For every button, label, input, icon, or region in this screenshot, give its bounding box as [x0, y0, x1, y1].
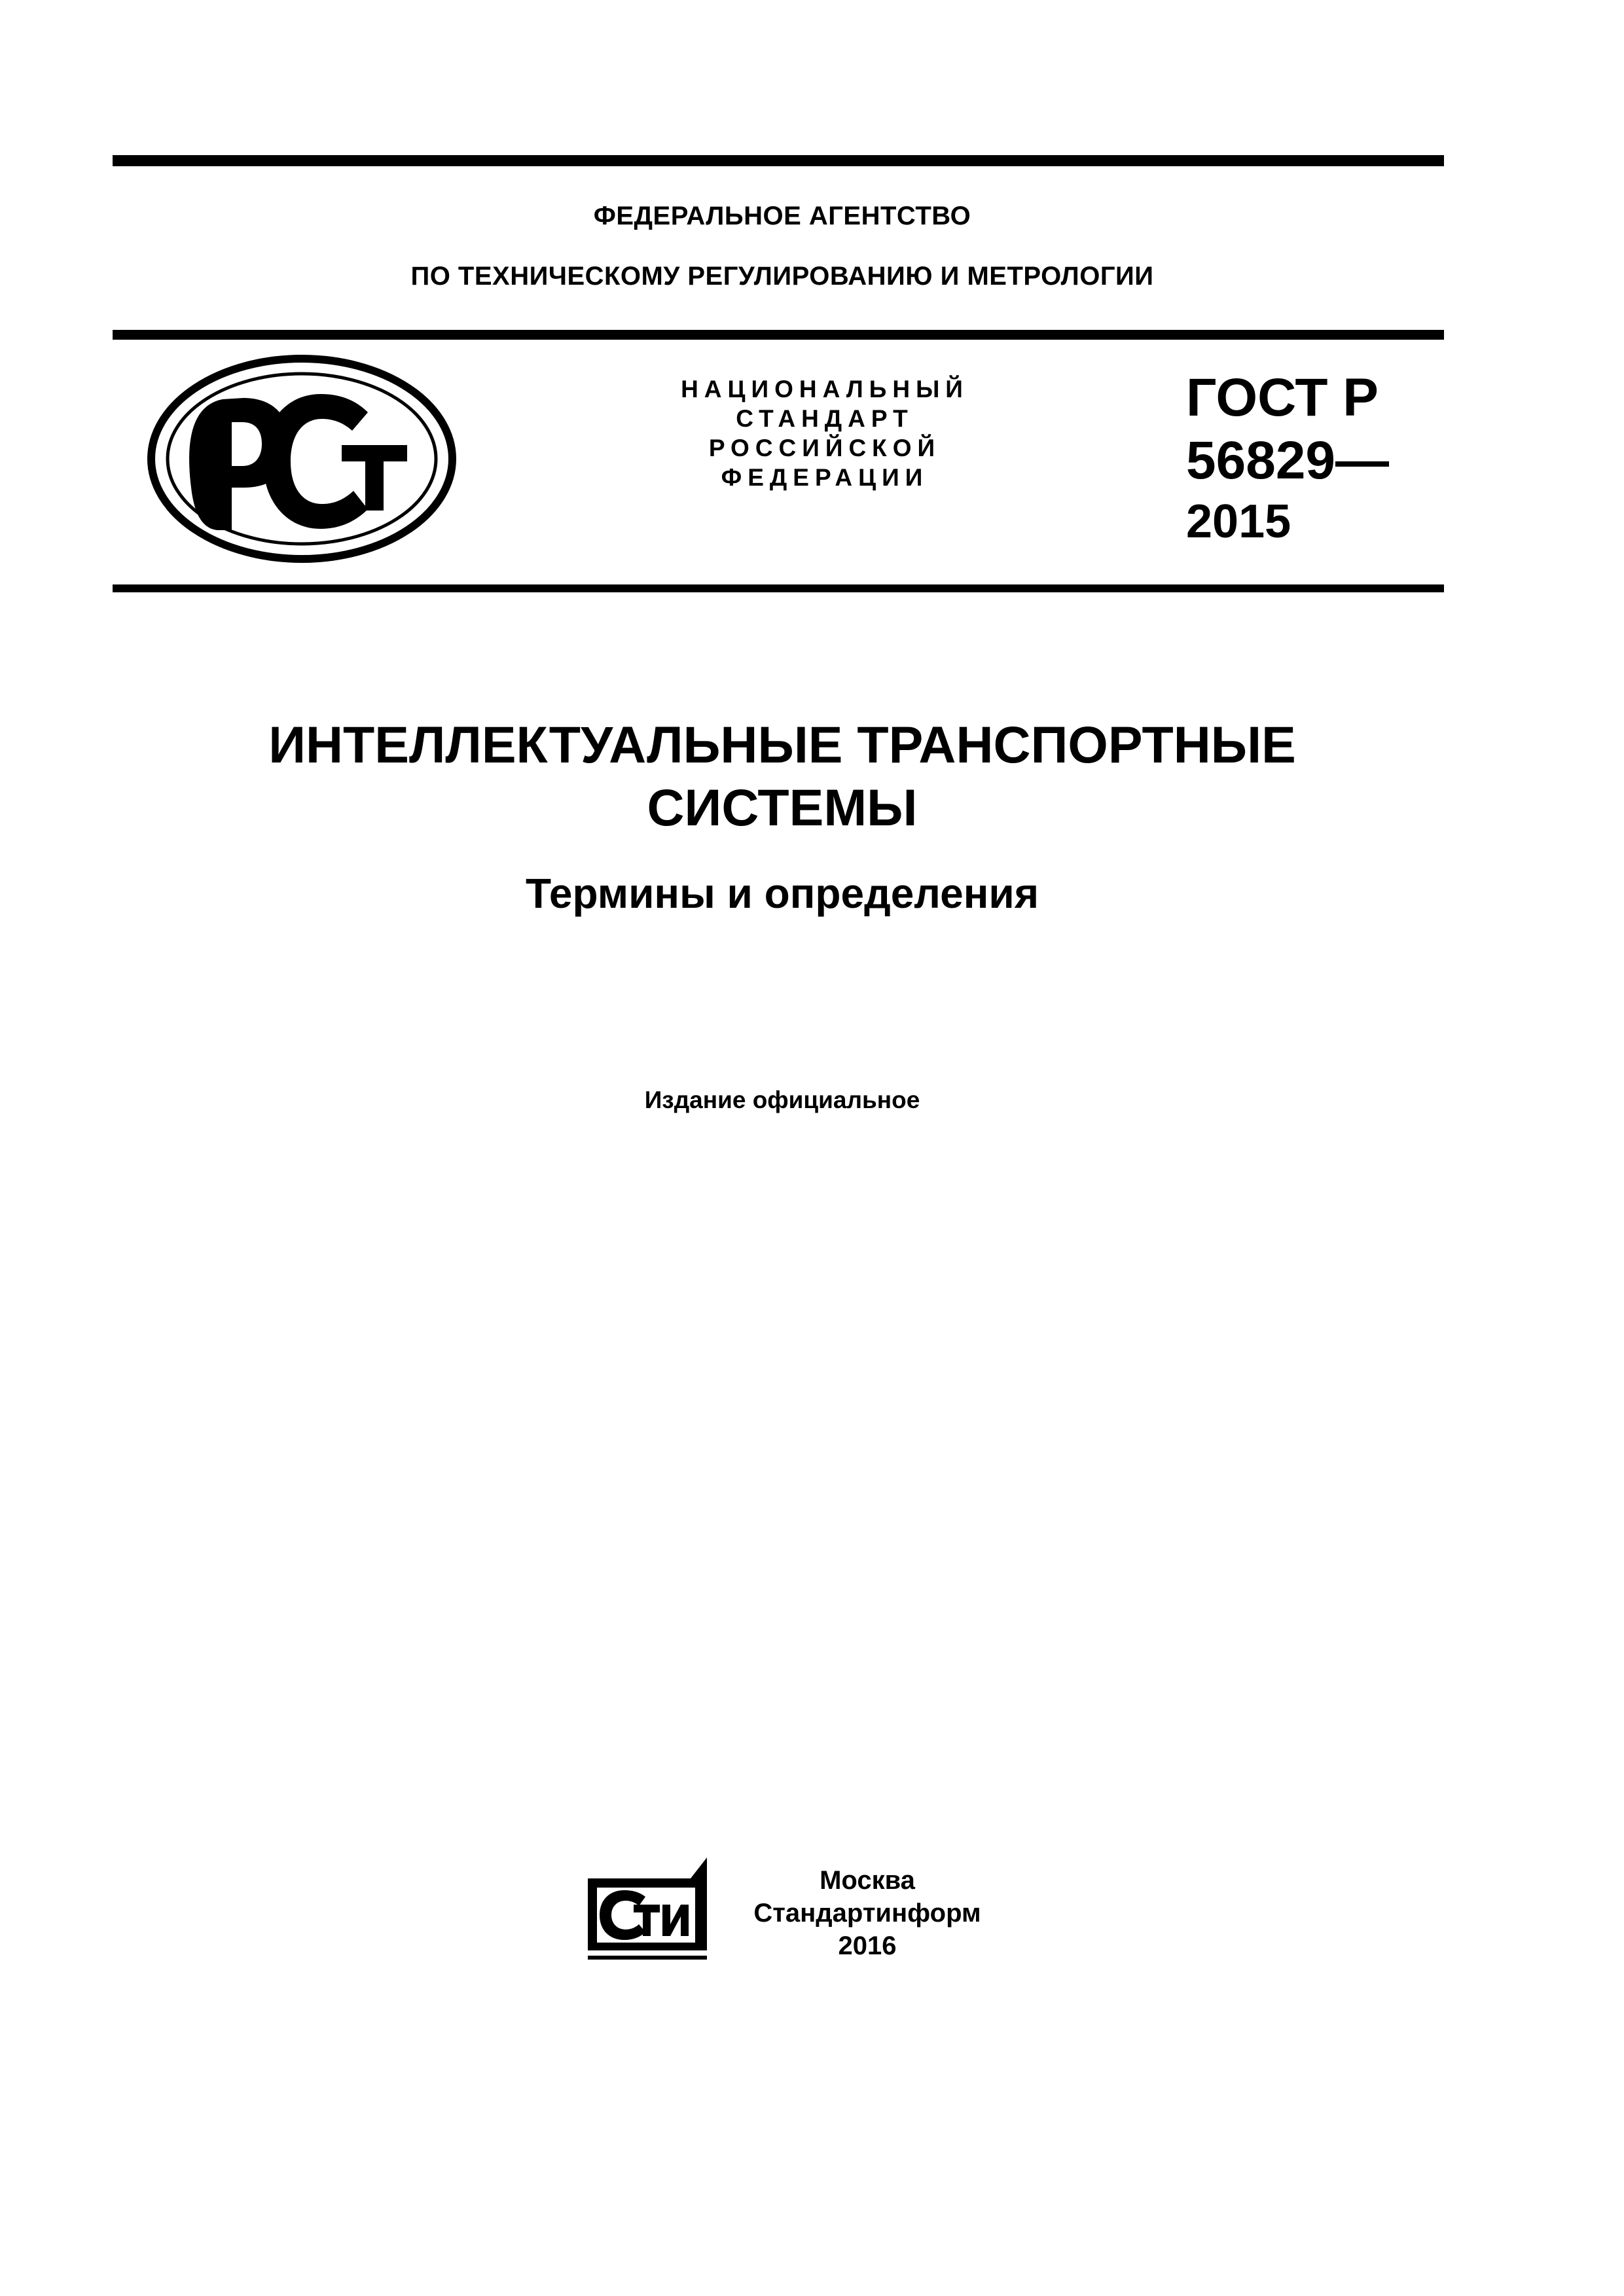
- edition-label: Издание официальное: [644, 1086, 920, 1113]
- document-title: [92, 713, 1473, 839]
- imprint-publisher: Стандартинформ: [753, 1899, 981, 1928]
- document-title-line-1: ИНТЕЛЛЕКТУАЛЬНЫЕ ТРАНСПОРТНЫЕ: [268, 715, 1296, 774]
- agency-name-line-1: ФЕДЕРАЛЬНОЕ АГЕНТСТВО: [593, 202, 971, 230]
- header-top-rule: [113, 330, 1444, 340]
- imprint-city: Москва: [820, 1866, 915, 1895]
- document-subtitle: Термины и определения: [525, 870, 1039, 917]
- agency-name-line-2: ПО ТЕХНИЧЕСКОМУ РЕГУЛИРОВАНИЮ И МЕТРОЛОГИИ: [410, 262, 1154, 291]
- gost-number: 56829—: [1186, 431, 1390, 490]
- standartinform-logo-icon: [583, 1852, 713, 1970]
- national-standard-label: [661, 374, 988, 492]
- imprint-year: 2016: [838, 1931, 897, 1960]
- gost-designation: [1186, 367, 1389, 551]
- header-bottom-rule: [113, 584, 1444, 592]
- sti-logo-underline: [588, 1956, 707, 1960]
- top-rule: [113, 155, 1444, 166]
- national-standard-line: НАЦИОНАЛЬНЫЙ: [681, 376, 969, 403]
- national-standard-line: РОССИЙСКОЙ: [708, 435, 941, 461]
- national-standard-line: ФЕДЕРАЦИИ: [721, 464, 929, 491]
- national-standard-line: СТАНДАРТ: [736, 405, 914, 432]
- document-title-line-2: СИСТЕМЫ: [647, 778, 918, 836]
- imprint: [720, 1864, 1015, 1962]
- rst-logo-icon: [145, 353, 458, 564]
- gost-prefix: ГОСТ Р: [1186, 368, 1379, 427]
- gost-year: 2015: [1186, 495, 1291, 548]
